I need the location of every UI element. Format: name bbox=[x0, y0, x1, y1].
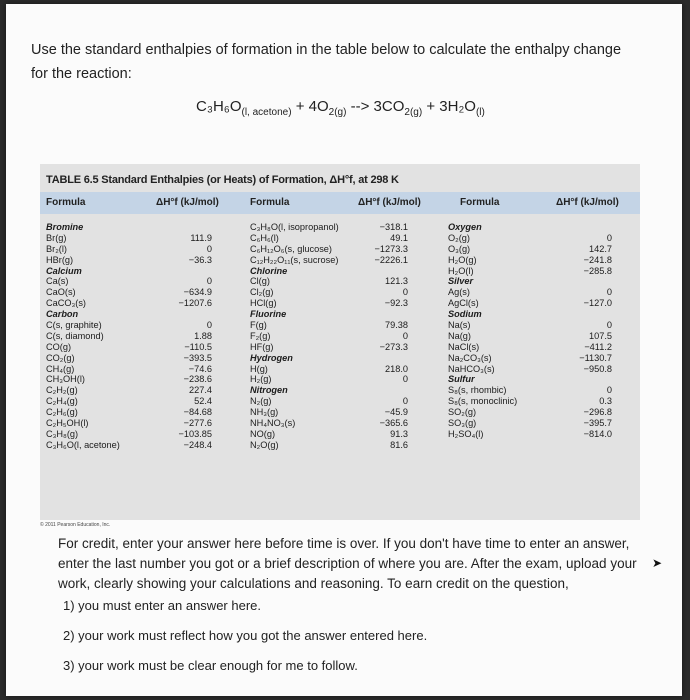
table-value: −248.4 bbox=[183, 439, 212, 450]
header-dh-1: ΔH°f (kJ/mol) bbox=[156, 197, 219, 208]
table-formula: C₆H₁₂O₆(s, glucose) bbox=[250, 243, 332, 254]
value-column-3 bbox=[560, 222, 612, 440]
table-formula: CaO(s) bbox=[46, 287, 76, 298]
table-formula: HF(g) bbox=[250, 341, 274, 352]
table-value bbox=[560, 222, 612, 233]
table-formula: HBr(g) bbox=[46, 254, 74, 265]
table-title: TABLE 6.5 Standard Enthalpies (or Heats) of Formation, ΔH°f, at 298 K bbox=[46, 174, 399, 186]
table-value: −36.3 bbox=[188, 254, 212, 265]
table-value: −393.5 bbox=[183, 352, 212, 363]
table-formula: C₂H₄(g) bbox=[46, 396, 78, 407]
table-value: 0 bbox=[402, 330, 408, 341]
table-formula: CH₃OH(l) bbox=[46, 374, 85, 385]
table-value: 0 bbox=[206, 243, 212, 254]
table-formula: Cl₂(g) bbox=[250, 287, 274, 298]
table-formula: CH₄(g) bbox=[46, 363, 75, 374]
table-value bbox=[360, 309, 408, 320]
table-formula: HCl(g) bbox=[250, 298, 277, 309]
table-value: −285.8 bbox=[583, 265, 612, 276]
table-formula: C₃H₈O(l, isopropanol) bbox=[250, 222, 339, 232]
table-value: 0 bbox=[206, 320, 212, 331]
table-category: Bromine bbox=[46, 222, 84, 232]
table-formula: S₈(s, monoclinic) bbox=[448, 396, 518, 407]
table-formula: NH₃(g) bbox=[250, 407, 279, 418]
table-value bbox=[360, 266, 408, 277]
reaction-equation: $C_3H_6O_{(l, acetone)} + 4O_{2(g)}$ --> $3CO_{2(g)} + 3H_2O_{(l)}$ bbox=[196, 98, 485, 118]
table-category: Chlorine bbox=[250, 265, 288, 276]
table-value: −127.0 bbox=[583, 298, 612, 309]
table-formula: N₂(g) bbox=[250, 396, 272, 407]
table-value bbox=[360, 385, 408, 396]
table-value: 0 bbox=[402, 374, 408, 385]
table-formula: F(g) bbox=[250, 320, 267, 331]
table-value: 0 bbox=[606, 385, 612, 396]
table-category: Calcium bbox=[46, 265, 82, 276]
table-value: −365.6 bbox=[379, 418, 408, 429]
table-formula: O₃(g) bbox=[448, 243, 471, 254]
table-formula: H(g) bbox=[250, 363, 268, 374]
table-category: Sodium bbox=[448, 309, 482, 320]
table-value: −92.3 bbox=[384, 298, 408, 309]
table-value: 0 bbox=[402, 396, 408, 407]
table-formula: C₃H₈(g) bbox=[46, 428, 79, 439]
table-value: 1.88 bbox=[194, 330, 212, 341]
table-value: −814.0 bbox=[583, 428, 612, 439]
table-value: −1273.3 bbox=[374, 243, 408, 254]
table-formula: H₂(g) bbox=[250, 374, 272, 385]
table-formula: N₂O(g) bbox=[250, 439, 279, 450]
worksheet-page bbox=[6, 4, 682, 696]
table-value: 0 bbox=[606, 320, 612, 331]
table-value: 81.6 bbox=[390, 439, 408, 450]
table-category: Carbon bbox=[46, 309, 79, 320]
header-formula-2: Formula bbox=[250, 197, 290, 208]
table-value: −318.1 bbox=[379, 222, 408, 232]
requirement-3: 3) your work must be clear enough for me to follow. bbox=[63, 658, 358, 673]
formula-column-2 bbox=[250, 222, 370, 451]
table-value: 0 bbox=[606, 232, 612, 243]
table-formula: NO(g) bbox=[250, 428, 276, 439]
table-category: Sulfur bbox=[448, 374, 475, 385]
formula-column-3 bbox=[448, 222, 548, 440]
table-header-row bbox=[40, 192, 640, 214]
table-formula: Na₂CO₃(s) bbox=[448, 352, 492, 363]
table-value: 0.3 bbox=[599, 396, 612, 407]
table-formula: H₂SO₄(l) bbox=[448, 428, 484, 439]
table-formula: S₈(s, rhombic) bbox=[448, 385, 507, 396]
table-formula: C₆H₆(l) bbox=[250, 232, 279, 243]
table-value bbox=[160, 309, 212, 320]
copyright-note: © 2011 Pearson Education, Inc. bbox=[40, 522, 111, 528]
table-value: −238.6 bbox=[183, 374, 212, 385]
table-formula: NH₄NO₃(s) bbox=[250, 418, 296, 429]
table-formula: C₃H₆O(l, acetone) bbox=[46, 439, 120, 450]
table-value: 0 bbox=[206, 276, 212, 287]
table-value: 218.0 bbox=[385, 363, 408, 374]
table-value: 142.7 bbox=[589, 243, 612, 254]
table-value: 0 bbox=[606, 287, 612, 298]
table-value: −395.7 bbox=[583, 418, 612, 429]
credit-instructions: For credit, enter your answer here before time is over. If you don't have time to enter an answer, enter the last number you got or a brief description of where you are. After the exam, upload your work, clearly showing your calculations and reasoning. To earn credit on the question, bbox=[58, 536, 637, 591]
table-value: −1207.6 bbox=[178, 298, 212, 309]
table-value: 0 bbox=[402, 287, 408, 298]
table-formula: Br₂(l) bbox=[46, 243, 67, 254]
table-formula: O₂(g) bbox=[448, 232, 470, 243]
table-value: −84.68 bbox=[183, 407, 212, 418]
header-dh-3: ΔH°f (kJ/mol) bbox=[556, 197, 619, 208]
table-category: Oxygen bbox=[448, 222, 482, 232]
table-value: −2226.1 bbox=[374, 254, 408, 265]
table-value: −634.9 bbox=[183, 287, 212, 298]
table-formula: SO₃(g) bbox=[448, 418, 477, 429]
table-formula: H₂O(g) bbox=[448, 254, 477, 265]
table-value: 111.9 bbox=[190, 232, 212, 243]
table-formula: Na(s) bbox=[448, 320, 471, 331]
table-formula: AgCl(s) bbox=[448, 298, 479, 309]
table-value: −241.8 bbox=[583, 254, 612, 265]
table-category: Silver bbox=[448, 276, 474, 287]
table-formula: CO₂(g) bbox=[46, 352, 75, 363]
table-formula: Cl(g) bbox=[250, 276, 270, 287]
header-formula-3: Formula bbox=[460, 197, 500, 208]
enthalpy-table bbox=[40, 164, 640, 520]
table-value bbox=[560, 374, 612, 385]
table-value: −110.5 bbox=[184, 341, 212, 352]
table-value: 79.38 bbox=[385, 320, 408, 331]
table-value bbox=[560, 276, 612, 287]
table-value: −411.2 bbox=[584, 341, 612, 352]
table-formula: Ca(s) bbox=[46, 276, 69, 287]
table-formula: NaHCO₃(s) bbox=[448, 363, 495, 374]
table-value: −74.6 bbox=[188, 363, 212, 374]
table-formula: H₂O(l) bbox=[448, 265, 474, 276]
table-category: Fluorine bbox=[250, 309, 287, 320]
mouse-pointer-icon: ➤ bbox=[652, 556, 663, 570]
table-value: 121.3 bbox=[385, 276, 408, 287]
table-formula: Na(g) bbox=[448, 330, 471, 341]
table-value bbox=[160, 222, 212, 233]
table-formula: F₂(g) bbox=[250, 330, 271, 341]
table-value: 227.4 bbox=[189, 385, 212, 396]
table-formula: SO₂(g) bbox=[448, 407, 477, 418]
table-value: 52.4 bbox=[194, 396, 212, 407]
table-formula: CaCO₃(s) bbox=[46, 298, 86, 309]
table-value bbox=[360, 353, 408, 364]
table-formula: CO(g) bbox=[46, 341, 72, 352]
table-category: Hydrogen bbox=[250, 352, 293, 363]
requirement-1: 1) you must enter an answer here. bbox=[63, 598, 261, 613]
table-value bbox=[560, 309, 612, 320]
table-value: 91.3 bbox=[390, 428, 408, 439]
table-value: −273.3 bbox=[379, 341, 408, 352]
table-value: −45.9 bbox=[384, 407, 408, 418]
table-formula: Ag(s) bbox=[448, 287, 470, 298]
value-column-2 bbox=[360, 222, 408, 451]
table-formula: C₂H₂(g) bbox=[46, 385, 78, 396]
table-category: Nitrogen bbox=[250, 385, 288, 396]
table-formula: C₁₂H₂₂O₁₁(s, sucrose) bbox=[250, 254, 339, 265]
table-value: −1130.7 bbox=[579, 352, 612, 363]
value-column-1 bbox=[160, 222, 212, 451]
table-formula: C(s, graphite) bbox=[46, 320, 102, 331]
table-formula: C₂H₆(g) bbox=[46, 407, 78, 418]
table-value: −103.85 bbox=[178, 428, 212, 439]
formula-column-1 bbox=[46, 222, 142, 451]
table-value bbox=[160, 266, 212, 277]
table-formula: C(s, diamond) bbox=[46, 330, 104, 341]
header-dh-2: ΔH°f (kJ/mol) bbox=[358, 197, 421, 208]
table-value: 49.1 bbox=[390, 232, 408, 243]
table-value: −950.8 bbox=[583, 363, 612, 374]
header-formula-1: Formula bbox=[46, 197, 86, 208]
table-formula: Br(g) bbox=[46, 232, 67, 243]
table-value: −277.6 bbox=[183, 418, 212, 429]
table-value: 107.5 bbox=[589, 330, 612, 341]
requirement-2: 2) your work must reflect how you got the answer entered here. bbox=[63, 628, 428, 643]
question-intro: Use the standard enthalpies of formation in the table below to calculate the enthalpy change for the reaction: bbox=[31, 42, 622, 82]
table-formula: NaCl(s) bbox=[448, 341, 480, 352]
table-formula: C₂H₅OH(l) bbox=[46, 418, 89, 429]
table-value: −296.8 bbox=[583, 407, 612, 418]
